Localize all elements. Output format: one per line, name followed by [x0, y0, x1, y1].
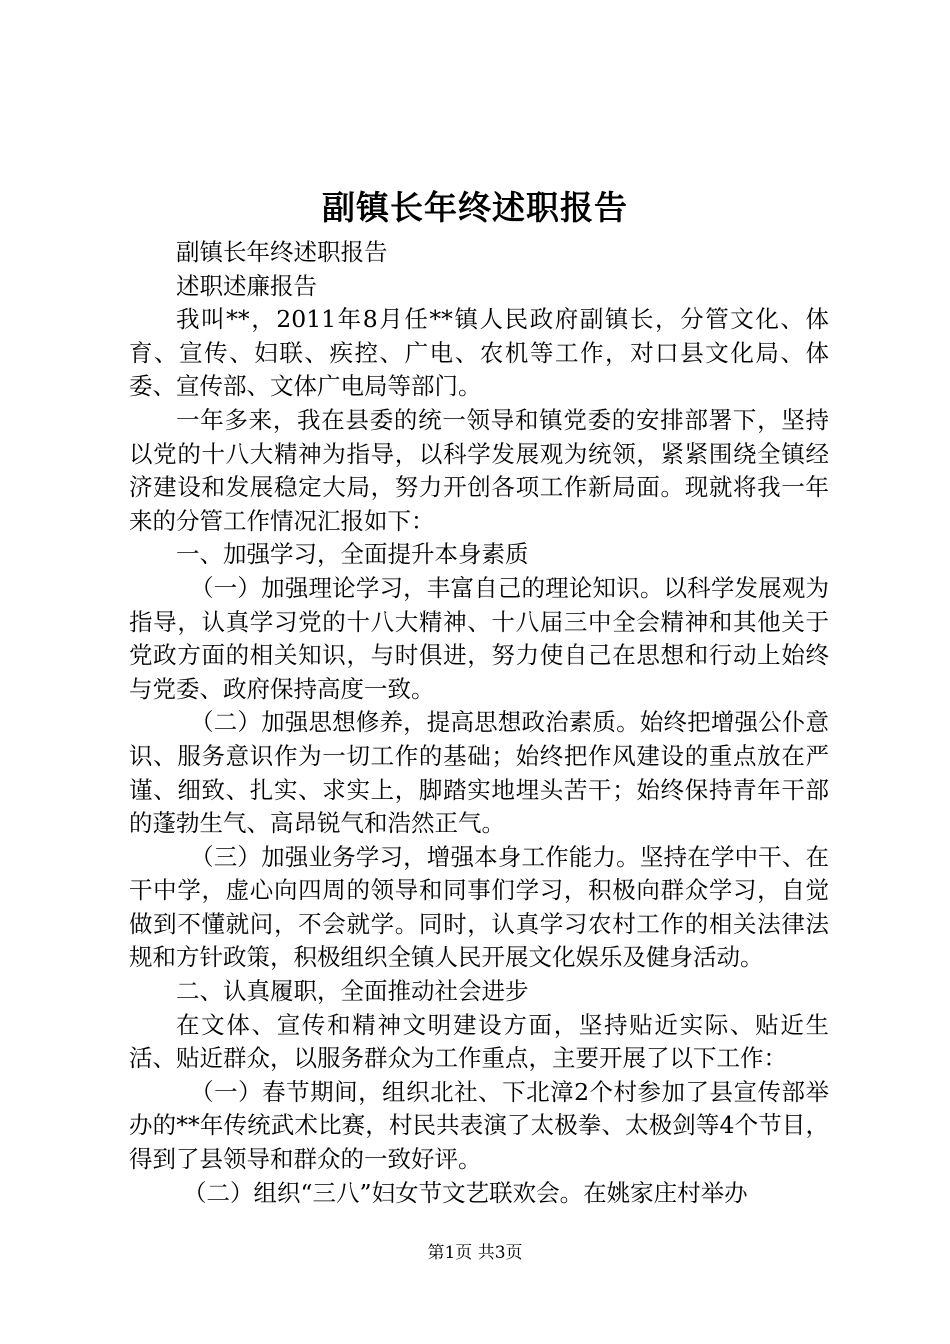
paragraph-item-1-2: （二）加强思想修养，提高思想政治素质。始终把增强公仆意识、服务意识作为一切工作的基础；始终把作风建设的重点放在严谨、细致、扎实、求实上，脚踏实地埋头苦干；始终保持青年干部的蓬勃生气、高昂锐气和浩然正气。	[129, 708, 829, 838]
paragraph-intro: 我叫**，2011年8月任**镇人民政府副镇长，分管文化、体育、宣传、妇联、疾控、广电、农机等工作，对口县文化局、体委、宣传部、文体广电局等部门。	[129, 305, 829, 401]
paragraph-subtitle: 副镇长年终述职报告	[176, 238, 388, 266]
paragraph-report-type: 述职述廉报告	[176, 271, 317, 300]
paragraph-item-1-1: （一）加强理论学习，丰富自己的理论知识。以科学发展观为指导，认真学习党的十八大精神、十八届三中全会精神和其他关于党政方面的相关知识，与时俱进，努力使自己在思想和行动上始终与党委、政府保持高度一致。	[129, 573, 829, 703]
section-heading-2: 二、认真履职，全面推动社会进步	[176, 977, 529, 1006]
paragraph-section-2-intro: 在文体、宣传和精神文明建设方面，坚持贴近实际、贴近生活、贴近群众，以服务群众为工作重点，主要开展了以下工作：	[129, 1010, 829, 1073]
paragraph-item-1-3: （三）加强业务学习，增强本身工作能力。坚持在学中干、在干中学，虚心向四周的领导和同事们学习，积极向群众学习，自觉做到不懂就问，不会就学。同时，认真学习农村工作的相关法律法规和方针政策，积极组织全镇人民开展文化娱乐及健身活动。	[129, 842, 829, 972]
section-heading-1: 一、加强学习，全面提升本身素质	[176, 540, 529, 569]
paragraph-item-2-2: （二）组织“三八”妇女节文艺联欢会。在姚家庄村举办	[183, 1178, 748, 1207]
page-footer: 第1页 共3页	[427, 1243, 523, 1263]
document-title: 副镇长年终述职报告	[322, 188, 628, 227]
document-body	[129, 236, 829, 1210]
paragraph-overview: 一年多来，我在县委的统一领导和镇党委的安排部署下，坚持以党的十八大精神为指导，以科学发展观为统领，紧紧围绕全镇经济建设和发展稳定大局，努力开创各项工作新局面。现就将我一年来的分管工作情况汇报如下：	[129, 405, 829, 535]
paragraph-item-2-1: （一）春节期间，组织北社、下北漳2个村参加了县宣传部举办的**年传统武术比赛，村民共表演了太极拳、太极剑等4个节目，得到了县领导和群众的一致好评。	[129, 1077, 829, 1174]
